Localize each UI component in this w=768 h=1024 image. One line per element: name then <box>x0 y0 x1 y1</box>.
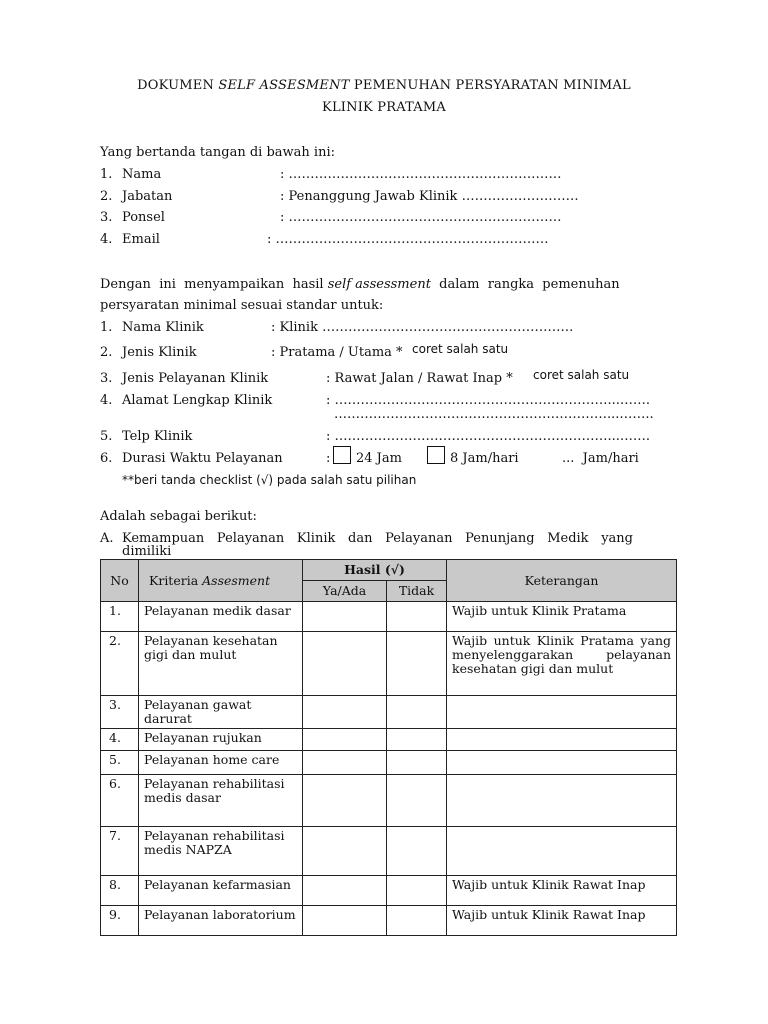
row-criteria: Pelayanan laboratorium <box>139 906 303 936</box>
clinic-type-label: Jenis Klinik <box>122 345 197 360</box>
clinic-duration-colon: : <box>326 451 331 466</box>
option-24-jam: 24 Jam <box>356 451 402 466</box>
checklist-note: **beri tanda checklist (√) pada salah satu pilihan <box>122 473 417 487</box>
row-criteria: Pelayanan rehabilitasi medis NAPZA <box>139 827 303 876</box>
table-row <box>101 632 677 696</box>
clinic-service-type-label: Jenis Pelayanan Klinik <box>122 371 269 386</box>
row-note <box>447 696 677 729</box>
row-number: 7. <box>101 827 139 876</box>
table-row <box>101 906 677 936</box>
section-a-heading-line2: dimiliki <box>122 544 172 559</box>
row-yes-cell[interactable] <box>303 602 387 632</box>
table-row <box>101 775 677 827</box>
clinic-address-label: Alamat Lengkap Klinik <box>122 393 273 408</box>
identity-value-ponsel: : ……………………………………………………… <box>280 210 562 225</box>
row-no-cell[interactable] <box>387 906 447 936</box>
row-number: 5. <box>101 751 139 775</box>
clinic-type-note: coret salah satu <box>412 342 509 356</box>
table-row <box>101 729 677 751</box>
identity-num: 3. <box>100 210 113 225</box>
table-row <box>101 602 677 632</box>
identity-label-email: Email <box>122 232 160 247</box>
header-no-result: Tidak <box>387 581 447 602</box>
row-note: Wajib untuk Klinik Pratama yang menyelenggarakan pelayanan kesehatan gigi dan mulut <box>447 632 677 696</box>
identity-label-ponsel: Ponsel <box>122 210 165 225</box>
option-8-jam: 8 Jam/hari <box>450 451 519 466</box>
row-criteria: Pelayanan rujukan <box>139 729 303 751</box>
clinic-num: 3. <box>100 371 113 386</box>
row-number: 6. <box>101 775 139 827</box>
header-notes: Keterangan <box>447 560 677 602</box>
clinic-service-type-note: coret salah satu <box>533 368 630 382</box>
table-row <box>101 696 677 729</box>
row-no-cell[interactable] <box>387 696 447 729</box>
row-note: Wajib untuk Klinik Rawat Inap <box>447 906 677 936</box>
row-no-cell[interactable] <box>387 775 447 827</box>
identity-num: 1. <box>100 167 113 182</box>
assessment-table <box>100 559 677 936</box>
row-yes-cell[interactable] <box>303 696 387 729</box>
row-number: 1. <box>101 602 139 632</box>
clinic-name-value: : Klinik …………………………………………………. <box>271 320 574 335</box>
row-yes-cell[interactable] <box>303 906 387 936</box>
row-yes-cell[interactable] <box>303 751 387 775</box>
header-criteria-prefix: Kriteria <box>149 572 203 588</box>
row-note: Wajib untuk Klinik Pratama <box>447 602 677 632</box>
statement-prefix: Dengan ini menyampaikan hasil <box>100 277 328 292</box>
clinic-num: 6. <box>100 451 113 466</box>
section-a-heading: Kemampuan Pelayanan Klinik dan Pelayanan Penunjang Medik yang <box>122 531 633 546</box>
clinic-num: 4. <box>100 393 113 408</box>
row-criteria: Pelayanan kefarmasian <box>139 876 303 906</box>
header-criteria <box>139 560 303 602</box>
row-yes-cell[interactable] <box>303 632 387 696</box>
identity-value-jabatan: : Penanggung Jawab Klinik ……………………… <box>280 189 579 204</box>
header-criteria-emphasis: Assesment <box>202 572 271 588</box>
clinic-phone-value: : ………………………………………………………...……. <box>326 429 651 444</box>
clinic-phone-label: Telp Klinik <box>122 429 193 444</box>
header-no: No <box>101 560 139 602</box>
row-no-cell[interactable] <box>387 827 447 876</box>
row-note: Wajib untuk Klinik Rawat Inap <box>447 876 677 906</box>
row-criteria: Pelayanan rehabilitasi medis dasar <box>139 775 303 827</box>
checkbox-8-jam[interactable] <box>427 446 445 464</box>
followup-text: Adalah sebagai berikut: <box>100 509 257 524</box>
checkbox-24-jam[interactable] <box>333 446 351 464</box>
identity-value-email: : ……………………………………………………… <box>267 232 549 247</box>
row-number: 8. <box>101 876 139 906</box>
statement-line1 <box>100 277 620 293</box>
row-number: 4. <box>101 729 139 751</box>
row-no-cell[interactable] <box>387 632 447 696</box>
identity-label-nama: Nama <box>122 167 162 182</box>
row-no-cell[interactable] <box>387 751 447 775</box>
row-criteria: Pelayanan home care <box>139 751 303 775</box>
document-title-line1 <box>0 78 768 93</box>
row-yes-cell[interactable] <box>303 729 387 751</box>
statement-emphasis: self assessment <box>327 277 431 292</box>
table-row <box>101 751 677 775</box>
identity-num: 4. <box>100 232 113 247</box>
intro-text: Yang bertanda tangan di bawah ini: <box>100 145 335 160</box>
statement-suffix: dalam rangka pemenuhan <box>430 277 620 292</box>
title-emphasis: SELF ASSESMENT <box>218 78 350 93</box>
clinic-name-label: Nama Klinik <box>122 320 204 335</box>
clinic-service-type-value: : Rawat Jalan / Rawat Inap * <box>326 371 513 386</box>
row-number: 3. <box>101 696 139 729</box>
clinic-type-value: : Pratama / Utama * <box>271 345 403 360</box>
row-number: 2. <box>101 632 139 696</box>
document-title-line2: KLINIK PRATAMA <box>322 100 446 115</box>
clinic-address-value: : ………………………………………………………...……. <box>326 393 651 408</box>
table-row <box>101 876 677 906</box>
statement-line2: persyaratan minimal sesuai standar untuk: <box>100 298 384 313</box>
clinic-address-value-line2: ………………………………………………………...…….. <box>334 407 654 422</box>
identity-num: 2. <box>100 189 113 204</box>
row-number: 9. <box>101 906 139 936</box>
header-result: Hasil (√) <box>303 560 447 581</box>
clinic-duration-label: Durasi Waktu Pelayanan <box>122 451 283 466</box>
row-yes-cell[interactable] <box>303 775 387 827</box>
clinic-num: 1. <box>100 320 113 335</box>
row-yes-cell[interactable] <box>303 827 387 876</box>
row-criteria: Pelayanan gawat darurat <box>139 696 303 729</box>
row-yes-cell[interactable] <box>303 876 387 906</box>
clinic-num: 5. <box>100 429 113 444</box>
row-criteria: Pelayanan medik dasar <box>139 602 303 632</box>
header-yes: Ya/Ada <box>303 581 387 602</box>
row-note <box>447 827 677 876</box>
section-a-letter: A. <box>100 531 114 546</box>
row-no-cell[interactable] <box>387 876 447 906</box>
table-row <box>101 827 677 876</box>
row-note <box>447 751 677 775</box>
title-suffix: PEMENUHAN PERSYARATAN MINIMAL <box>349 78 631 93</box>
option-custom-jam: ... Jam/hari <box>562 451 639 466</box>
identity-label-jabatan: Jabatan <box>122 189 173 204</box>
row-no-cell[interactable] <box>387 729 447 751</box>
clinic-num: 2. <box>100 345 113 360</box>
row-no-cell[interactable] <box>387 602 447 632</box>
identity-value-nama: : ……………………………………………………… <box>280 167 562 182</box>
row-criteria: Pelayanan kesehatan gigi dan mulut <box>139 632 303 696</box>
row-note <box>447 729 677 751</box>
row-note <box>447 775 677 827</box>
title-prefix: DOKUMEN <box>137 78 219 93</box>
